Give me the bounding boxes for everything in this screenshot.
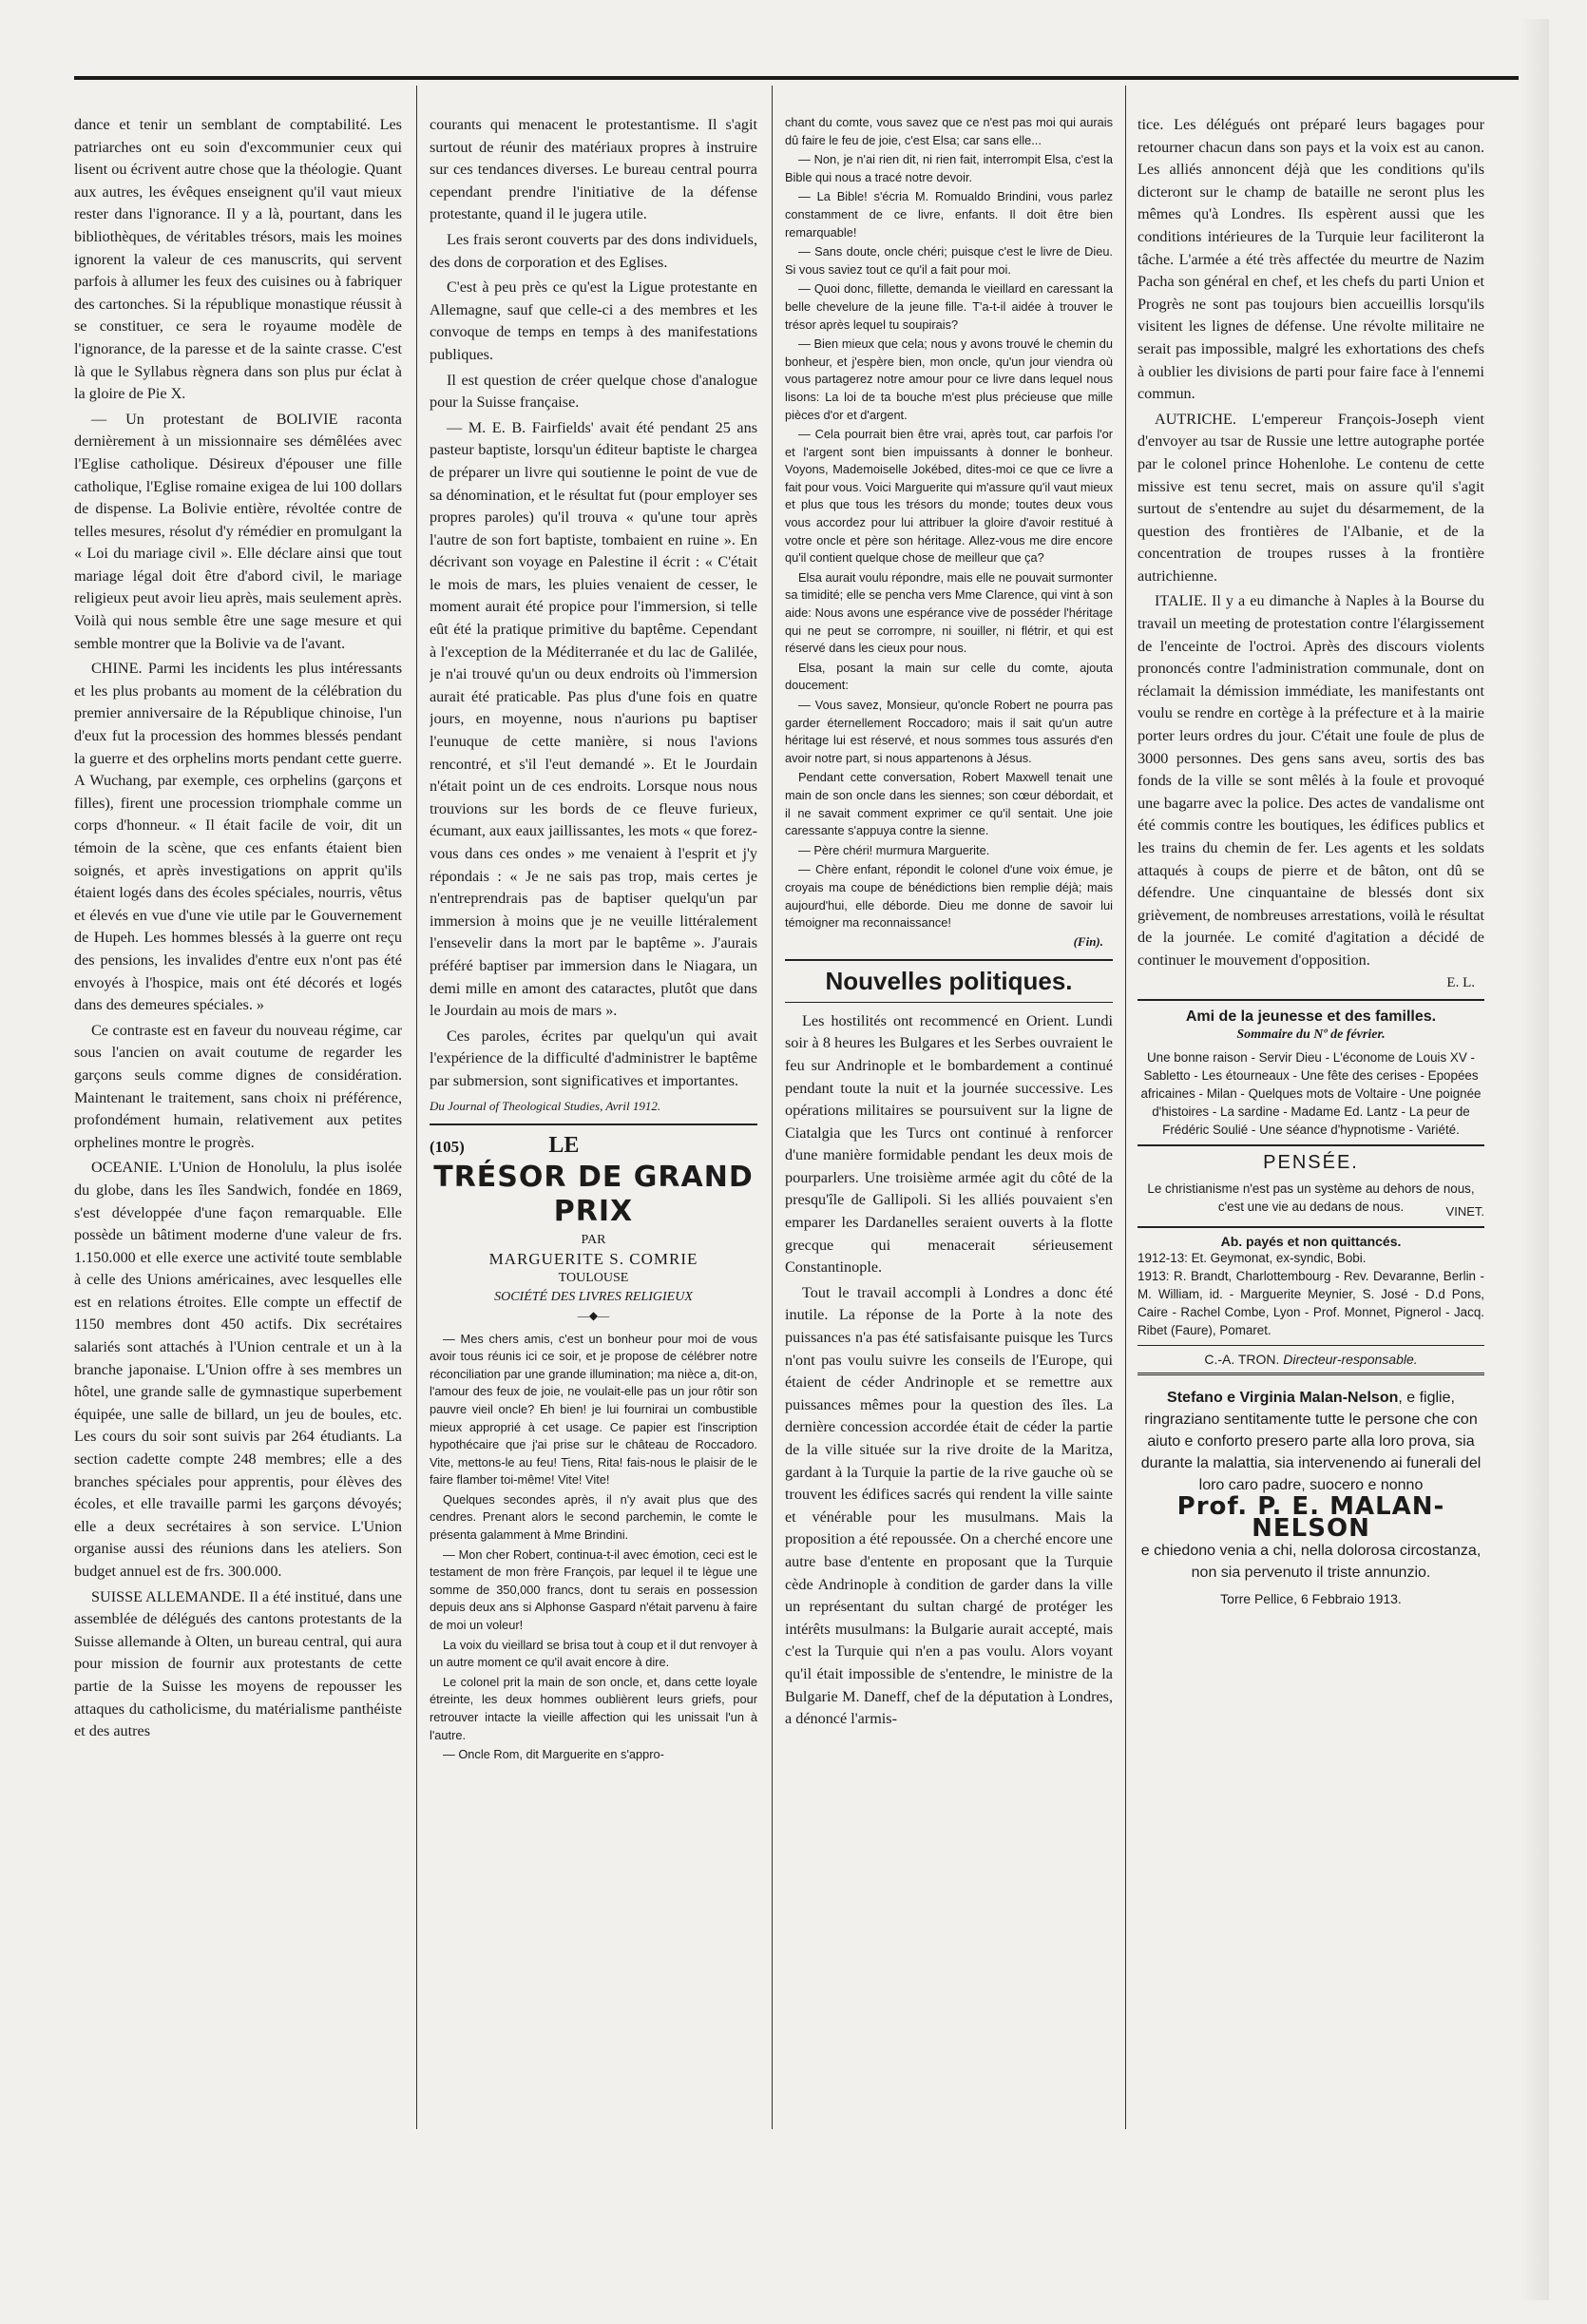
pensee-title: PENSÉE. (1138, 1144, 1484, 1174)
politics-paragraph: tice. Les délégués ont préparé leurs bagages pour retourner chacun dans son pays et la voix est au canon. Les alliés annoncent déjà que les conditions qu'ils dicteront sur le champ de bataille ne seront plus les mêmes qu'à Londres. Ils espèrent aussi que les conditions intérieures de la Turquie leur faciliteront la tâche. L'armée a été très affectée du meurtre de Nazim Pacha son général en chef, et les chefs du parti Union et Progrès ne sont pas toujours bien accueillis lorsqu'ils visitent les lignes de défense. Une révolte militaire ne serait pas impossible, malgré les exhortations des chefs à oublier les divisions de parti pour faire face à l'ennemi commun. (1138, 116, 1484, 403)
death-notice (1138, 1387, 1484, 1584)
story-paragraph: chant du comte, vous savez que ce n'est pas moi qui aurais dû faire le feu de joie, c'est Elsa; car sans elle... (785, 115, 1113, 147)
article-paragraph: Ces paroles, écrites par quelqu'un qui avait l'expérience de la difficulté d'administrer le baptême par submersion, sont significatives et importantes. (430, 1027, 757, 1089)
feuilleton-par: PAR (581, 1232, 606, 1247)
story-paragraph: — Mon cher Robert, continua-t-il avec émotion, ceci est le testament de mon frère François, par lequel il te lègue une somme de 350,000 francs, dont tu serais en possession depuis deux ans si Alphonse Gaspard n'était parvenu à faire de moi un voleur! (430, 1546, 757, 1633)
story-end: (Fin). (1073, 933, 1103, 949)
column-divider (772, 86, 773, 2129)
column-4 (1138, 114, 1484, 2120)
top-rule (74, 76, 1519, 80)
feuilleton-le: LE (548, 1132, 580, 1158)
story-paragraph: — Quoi donc, fillette, demanda le vieillard en caressant la belle chevelure de la jeune fille. T'a-t-il aidée à trouver le trésor après lequel tu soupirais? (785, 281, 1113, 332)
story-paragraph: — Chère enfant, répondit le colonel d'une voix émue, je croyais ma coupe de bénédictions bien remplie déjà; mais aujourd'hui, elle déborde. Dieu me donne de savoir lui témoigner ma reconnaissance! (785, 862, 1113, 931)
column-1 (74, 114, 402, 2120)
article-paragraph: courants qui menacent le protestantisme. Il s'agit surtout de réunir des matériaux propres à instruire sur ces tendances diverses. Le bureau central pourra cependant prendre l'initiative de la défense protestante, quand il le jugera utile. (430, 116, 757, 223)
article-paragraph: — Un protestant de BOLIVIE raconta dernièrement à un missionnaire ses démêlées avec l'Eglise catholique. Désireux d'épouser une fille catholique, l'Eglise romaine exigea de lui 100 dollars de dispense. La Bolivie entière, révoltée contre de telles mesures, résolut d'y rémédier en promulgant la « Loi du mariage civil ». Elle déclare ainsi que tout mariage légal doit être d'abord civil, le mariage religieux peut avoir lieu après, mais seulement après. Voilà qui nous semble être une sage mesure et qui semble montrer que la Bolivie va de l'avant. (74, 410, 402, 652)
notice-text-2: e chiedono venia a chi, nella dolorosa circostanza, non sia pervenuto il triste annunzio. (1140, 1542, 1482, 1581)
column-3 (785, 114, 1113, 2120)
story-paragraph: — Bien mieux que cela; nous y avons trouvé le chemin du bonheur, et j'espère bien, mon oncle, qu'un jour viendra où vous partagerez notre amour pour ce livre dans lequel nous lisons: La loi de ta bouche m'est plus précieuse que mille pièces d'or et d'argent. (785, 336, 1113, 422)
story-paragraph: Quelques secondes après, il n'y avait plus que des cendres. Prenant alors le second parchemin, le comte le présenta galamment à Mme Brindini. (430, 1491, 757, 1543)
story-paragraph: Elsa, posant la main sur celle du comte, ajouta doucement: (785, 660, 1113, 693)
director-line (1138, 1345, 1484, 1375)
politics-paragraph: Tout le travail accompli à Londres a donc été inutile. La réponse de la Porte à la note des puissances n'a pas été satisfaisante puisque les Turcs n'ont pas voulu suivre les conseils de l'Europe, qui étaient de céder Andrinople et se remettre aux puissances mêmes pour la question des îles. La dernière concession accordée était de céder la partie de la ville située sur la rive droite de la Maritza, gardant à la Turquie la partie de la rive gauche où se trouvent les édifices sacrés qui rendent la ville sainte et vénérable pour les musulmans. Mais la proposition a été repoussée. On a cherché encore une autre base d'entente en proposant que la Turquie cède Andrinople à condition de garder dans la ville un représentant du sultan chargé de protéger les intérêts musulmans: la Bulgarie aurait accepté, mais c'est la Turquie qui n'en a pas voulu. Alors voyant qu'il était impossible de s'entendre, le ministre de la Bulgarie M. Daneff, chef de la députation à Londres, a dénoncé l'armis- (785, 1283, 1113, 1728)
story-paragraph: — La Bible! s'écria M. Romualdo Brindini, vous parlez constamment de ce livre, enfants. Il doit être bien remarquable! (785, 189, 1113, 240)
notice-text-1: , e figlie, ringraziano sentitamente tutte le persone che con aiuto e conforto presero parte alla loro prova, sia durante la malattia, sia intervenendo ai funerali del loro caro padre, suocero e nonno (1140, 1389, 1482, 1493)
story-paragraph: — Mes chers amis, c'est un bonheur pour moi de vous avoir tous réunis ici ce soir, et je propose de célébrer notre réconciliation par une grande illumination; ma nièce a, dit-on, l'amour des feux de joie, ne voulait-elle pas un jour rôtir son pauvre vieil oncle? Eh bien! je lui fournirai un combustible mieux approprié à cet usage. Ce papier est l'inscription hypothécaire que j'ai prise sur le château de Roccadoro. Vite, mettons-le au feu! Tiens, Rita! fais-nous le plaisir de le faire flamber toi-même! Vite! Vite! (430, 1331, 757, 1488)
story-paragraph: — Vous savez, Monsieur, qu'oncle Robert ne pourra pas garder éternellement Roccadoro; mais il sait qu'un autre héritage lui est réservé, et nous sommes tous assurés d'en avoir notre part, si nous appartenons à Jésus. (785, 698, 1113, 765)
article-paragraph: Les frais seront couverts par des dons individuels, des dons de corporation et des Eglises. (430, 230, 757, 271)
subscriptions-line: 1913: R. Brandt, Charlottembourg - Rev. Devaranne, Berlin - M. William, id. - Marguerite Meynier, S. José - D.d Pons, Caire - Rachel Combe, Lyon - Prof. Monnet, Pignerol - Jacq. Ribet (Faure), Pomaret. (1138, 1268, 1484, 1337)
story-paragraph: La voix du vieillard se brisa tout à coup et il dut renvoyer à un autre moment ce qu'il avait encore à dire. (430, 1637, 757, 1670)
feuilleton-number (430, 1133, 757, 1159)
article-signature: E. L. (1446, 974, 1475, 990)
section-title-politics: Nouvelles politiques. (785, 959, 1113, 1003)
director-role: Directeur-responsable. (1283, 1351, 1418, 1367)
feuilleton-author: MARGUERITE S. COMRIE (488, 1249, 698, 1268)
ami-title: Ami de la jeunesse et des familles. (1138, 999, 1484, 1026)
story-paragraph: — Sans doute, oncle chéri; puisque c'est le livre de Dieu. Si vous saviez tout ce qu'il a fait pour moi. (785, 244, 1113, 277)
politics-paragraph: AUTRICHE. L'empereur François-Joseph vient d'envoyer au tsar de Russie une lettre autographe portée par le colonel prince Hohenlohe. Le contenu de cette missive est tenu secret, mais on assure qu'il s'agit surtout de s'entendre au sujet du désarmement, de la question des frontières de l'Albanie, et de la concentration de troupes russes à la frontière autrichienne. (1138, 410, 1484, 585)
article-paragraph: Ce contraste est en faveur du nouveau régime, car sous l'ancien on avait coutume de regarder les garçons seuls comme dignes de considération. Maintenant le traitement, sans choix ni préférence, profondément humain, relativement aux petites orphelines montre le progrès. (74, 1021, 402, 1151)
column-divider (1125, 86, 1126, 2129)
paper-shading (1520, 19, 1549, 2300)
story-paragraph: — Non, je n'ai rien dit, ni rien fait, interrompit Elsa, c'est la Bible qui nous a tracé notre devoir. (785, 152, 1113, 184)
article-paragraph: CHINE. Parmi les incidents les plus intéressants et les plus probants au moment de la célébration du premier anniversaire de la République chinoise, l'un d'eux fut la procession des hommes blessés pendant la guerre et des orphelins morts pendant cette guerre. A Wuchang, par exemple, ces orphelins (garçons et filles), firent une procession triomphale comme un corps d'honneur. « Il était facile de voir, dit un témoin de la scène, que ces enfants étaient bien soignés, et après investigations on apprit qu'ils étaient logés dans des écoles spéciales, nourris, vêtus et élevés en vue d'une vie utile par le Gouvernement de Hupeh. Les hommes blessés à la guerre ont reçu des pensions, les invalides d'entre eux n'ont pas été envoyés à l'hospice, mais ont été décorés et logés dans des demeures spéciales. » (74, 660, 402, 1014)
article-paragraph: SUISSE ALLEMANDE. Il a été institué, dans une assemblée de délégués des cantons protestants de la Suisse allemande à Olten, un bureau central, qui aura pour mission de fournir aux protestants de cette partie de la Suisse les moyens de repousser les attaques du catholicisme, du matérialisme panthéiste et des autres (74, 1587, 402, 1740)
feuilleton-title: TRÉSOR DE GRAND PRIX (433, 1160, 754, 1228)
story-paragraph: Elsa aurait voulu répondre, mais elle ne pouvait surmonter sa timidité; elle se pencha vers Mme Clarence, qui vint à son aide: Nous avons une espérance vive de posséder l'héritage qui ne peut se corrompre, ni souiller, ni flétrir, et qui est réservé dans les cieux pour nous. (785, 569, 1113, 656)
subscriptions-line: 1912-13: Et. Geymonat, ex-syndic, Bobi. (1138, 1250, 1367, 1265)
story-paragraph: — Cela pourrait bien être vrai, après tout, car parfois l'or et l'argent sont bien impuissants à donner le bonheur. Voyons, Mademoiselle Jokébed, dites-moi ce que ce livre a fait pour vous. Voici Marguerite qui m'assure qu'il vaut mieux et plus que tous les trésors du monde; toutes deux vous vous accordez pour lui attribuer la gloire d'avoir restitué à votre oncle et père son héritage. Allez-vous me dire encore qu'il contient quelque chose de meilleur que ça? (785, 427, 1113, 566)
subscriptions-title: Ab. payés et non quittancés. (1138, 1226, 1484, 1249)
article-paragraph: — M. E. B. Fairfields' avait été pendant 25 ans pasteur baptiste, lorsqu'un éditeur baptiste le chargea de préparer un livre qui soutienne le point de vue de sa dénomination, et le résultat fut (pour employer ses propres paroles) qu'il trouva « qu'une tour après l'autre de son fort baptiste, tombaient en ruine ». En décrivant son voyage en Palestine il écrit : « C'était le mois de mars, les pluies venaient de cesser, le moment aurait été propice pour l'immersion, si telle eût été la pratique primitive du baptême. Cependant à l'exception de la Méditerranée et du lac de Galilée, je n'ai trouvé qu'un ou deux endroits où l'immersion aurait été praticable. Pas plus d'une fois en quatre jours, en moyenne, nous n'aurions pu baptiser l'eunuque de cette manière, si nous l'avions rencontré, et s'il l'eut demandé ». Et le Jourdain n'était point un de ces endroits. Lorsque nous nous trouvions sur les bords de ce fleuve furieux, écumant, aux eaux jaillissantes, les mots « que forez-vous dans ces ondes » me venaient à l'esprit et j'y répondais : « Je ne sais pas trop, mais certes je n'entreprendrais pas de baptiser quelqu'un par immersion à moins que je ne veuille littéralement l'ensevelir dans la mort par le baptême ». J'aurais préféré baptiser par immersion dans le Niagara, un demi mille en amont des cataractes, plutôt que dans le Jourdain au mois de mars ». (430, 418, 757, 1020)
feuilleton-header (430, 1124, 757, 1323)
politics-paragraph: ITALIE. Il y a eu dimanche à Naples à la Bourse du travail un meeting de protestation contre l'élargissement de l'enceinte de l'octroi. Après des discours violents prononcés contre l'administration communale, dont on réclamait la démission immédiate, les manifestants ont voulu se rendre en cortège à la préfecture et à la mairie porter leurs ordres du jour. C'était une foule de plus de 3000 personnes. Des gens sans aveu, sortis des bas fonds de la ville se sont mêlés à la foule et provoqué une bagarre avec la police. Des actes de vandalisme ont été commis contre les boutiques, les édifices publics et les trains du chemin de fer. Les agents et les soldats attaqués à coups de pierre et de bâton, ont dû se défendre. Une cinquantaine de blessés dont six grièvement, de nombreuses arrestations, voilà le résultat de la journée. Le comité d'agitation a décidé de continuer le mouvement d'opposition. (1138, 592, 1484, 969)
feuilleton-society: SOCIÉTÉ DES LIVRES RELIGIEUX (494, 1289, 693, 1304)
notice-deceased-name: Prof. P. E. MALAN-NELSON (1176, 1491, 1445, 1543)
director-name: C.-A. TRON. (1204, 1351, 1280, 1367)
article-paragraph: dance et tenir un semblant de comptabilité. Les patriarches ont eu soin d'excommunier ceux qui lisent ou écrivent autre chose que la théologie. Quant aux autres, les évêques enseignent qu'il vaut mieux rester dans l'ignorance. Il y a là, pourtant, dans les bibliothèques, de véritables trésors, mais les moines ignorent la valeur de ces manuscrits, qui servent parfois à allumer les feux des cuisines ou à fabriquer des cartonches. Si la république monastique réussit à se constituer, ce sera le royaume modèle de l'ignorance, de la paresse et de la sainte crasse. C'est là que le Syllabus règnera dans son plus pur éclat à la gloire de Pie X. (74, 116, 402, 403)
article-paragraph: OCEANIE. L'Union de Honolulu, la plus isolée du globe, dans les îles Sandwich, fondée en 1869, s'est développée d'une façon remarquable. Elle possède un bâtiment moderne d'une valeur de frs. 1.150.000 et elle exerce une activité toute semblable à celle des Unions américaines, avec lesquelles elle est en relations étroites. Elle compte un effectif de 1150 membres dont 450 actifs. Dix secrétaires salariés sont attachés à l'Union centrale et un à la branche japonaise. L'Union offre à ses membres un hôtel, une grande salle de gymnastique superbement équipée, une salle de billard, un jeu de boules, etc. Les cours du soir sont suivis par 264 étudiants. La section cadette compte 248 membres; elle a des branches spéciales pour apprentis, pour élèves des écoles, et elle travaille parmi les garçons dévoyés; elle a deux secrétaires à son service. L'Union organise aussi des réunions dans les ateliers. Son budget annuel est de frs. 300.000. (74, 1159, 402, 1580)
story-paragraph: Le colonel prit la main de son oncle, et, dans cette loyale étreinte, les deux hommes oublièrent leurs griefs, pour retrouver intacte la vieille affection qui les unissait l'un à l'autre. (430, 1674, 757, 1742)
notice-date: Torre Pellice, 6 Febbraio 1913. (1220, 1590, 1402, 1606)
article-paragraph: Il est question de créer quelque chose d'analogue pour la Suisse française. (430, 371, 757, 412)
column-2 (430, 114, 757, 2120)
story-paragraph: Pendant cette conversation, Robert Maxwell tenait une main de son oncle dans les siennes; son cœur débordait, et il ne savait comment exprimer ce qu'il sentait. Une joie caressante s'appuya contre la sienne. (785, 770, 1113, 838)
politics-paragraph: Les hostilités ont recommencé en Orient. Lundi soir à 8 heures les Bulgares et les Serbes ouvraient le feu sur Andrinople et le bombardement a continué pendant toute la nuit et la journée successive. Les opérations militaires se poursuivent sur la ligne de Ciatalgia que les Turcs ont continué à renforcer d'une manière formidable pendant les deux mois de pourparlers. Une troisième armée agit du côté de la presqu'île de Gallipoli. Si les alliés pouvaient s'en emparer les Dardanelles seraient ouverts à la flotte grecque qui menacerait sérieusement Constantinople. (785, 1011, 1113, 1277)
pensee-text: Le christianisme n'est pas un système au dehors de nous, c'est une vie au dedans de nous. (1147, 1181, 1475, 1214)
feuilleton-number-text: (105) (430, 1137, 465, 1156)
article-paragraph: C'est à peu près ce qu'est la Ligue protestante en Allemagne, sauf que celle-ci a des membres et les convoque de temps en temps à des manifestations publiques. (430, 278, 757, 363)
ornament-icon: —◆— (577, 1308, 610, 1322)
feuilleton-place: TOULOUSE (558, 1270, 629, 1285)
ami-subtitle: Sommaire du Nº de février. (1236, 1027, 1386, 1042)
column-divider (416, 86, 417, 2129)
story-paragraph: — Oncle Rom, dit Marguerite en s'appro- (443, 1747, 664, 1762)
story-paragraph: — Père chéri! murmura Marguerite. (798, 842, 990, 857)
notice-names: Stefano e Virginia Malan-Nelson (1167, 1389, 1399, 1406)
ami-summary: Une bonne raison - Servir Dieu - L'économe de Louis XV - Sabletto - Les étourneaux - Une fête des cerises - Epopées africaines - Milan - Quelques mots de Voltaire - Une poignée d'histoires - La sardine - Madame Ed. Lantz - La peur de Frédéric Soulié - Une séance d'hypnotisme - Variété. (1140, 1049, 1482, 1137)
article-source: Du Journal of Theological Studies, Avril 1912. (430, 1098, 661, 1113)
pensee-author: VINET. (1445, 1203, 1484, 1219)
